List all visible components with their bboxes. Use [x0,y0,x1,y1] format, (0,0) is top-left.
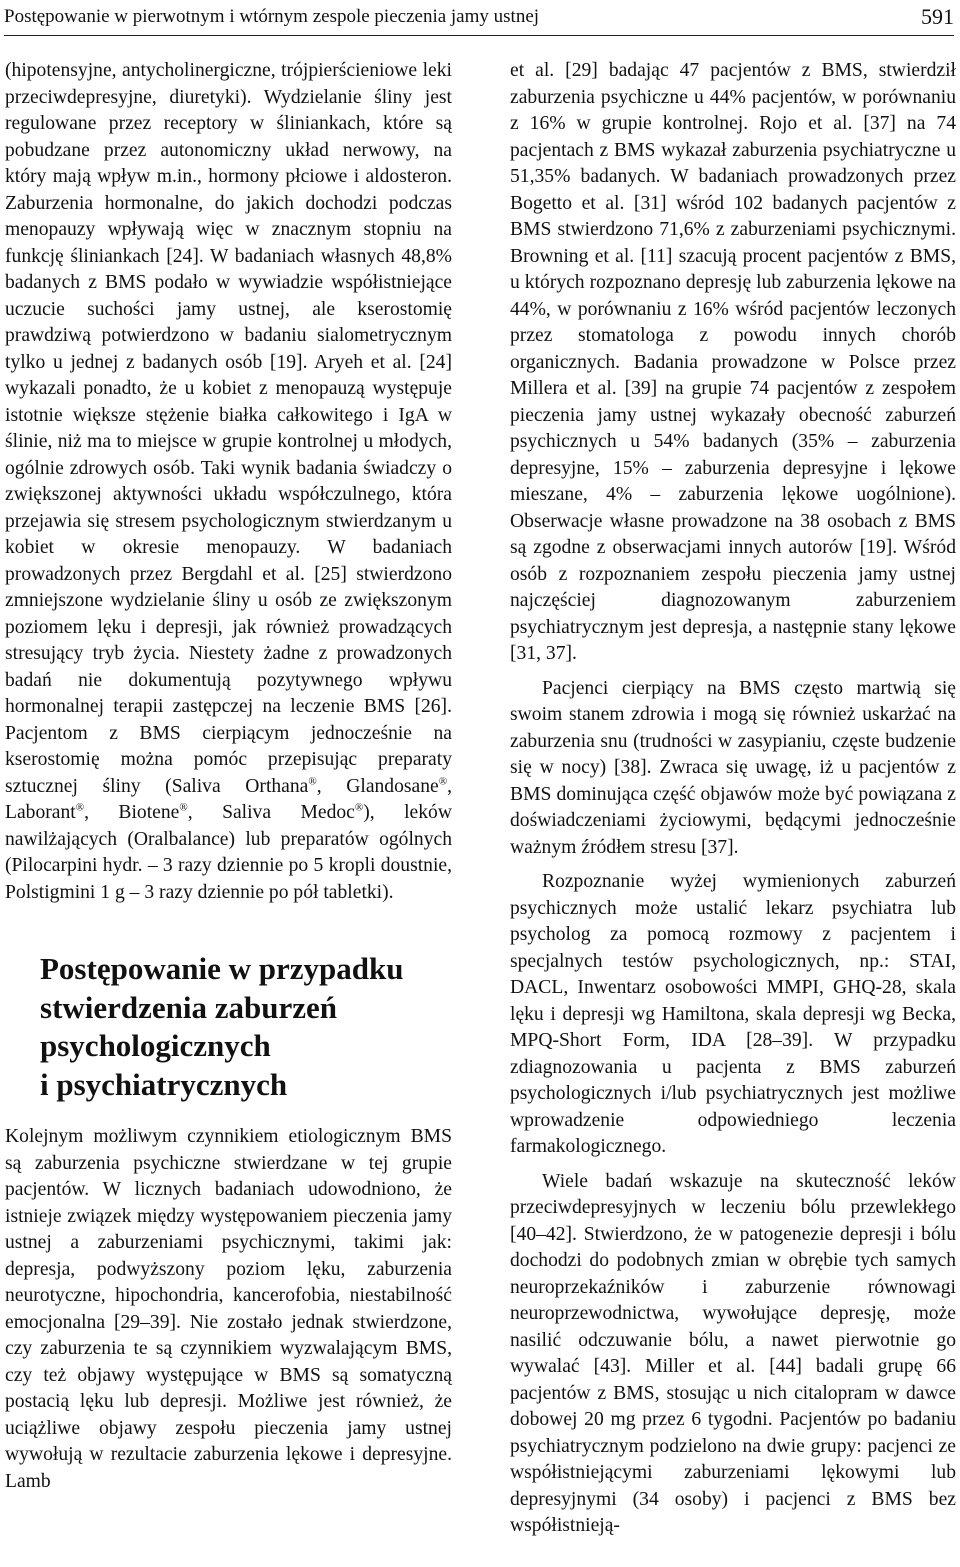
section-heading [40,950,452,1104]
running-head [4,0,954,40]
product-name: , Glandosane [316,775,439,797]
product-name: , Laborant [5,775,452,823]
registered-mark: ® [438,774,448,787]
registered-mark: ® [308,774,317,787]
registered-mark: ® [179,801,188,814]
running-head-title: Postępowanie w pierwotnym i wtórnym zespole pieczenia jamy ustnej [4,6,540,27]
registered-mark: ® [354,801,364,814]
heading-line: i psychiatrycznych [40,1066,288,1102]
body-paragraph: Kolejnym możliwym czynnikiem etiologicznym BMS są zaburzenia psychiczne stwierdzane w tej grupie pacjentów. W licznych badaniach udowodniono, że istnieje związek między występowaniem pieczenia jamy ustnej a zaburzeniami psychicznymi, takimi jak: depresja, podwyższony poziom lęku, zaburzenia neurotyczne, hipochondria, kancerofobia, niestabilność emocjonalna [29–39]. Nie zostało jednak stwierdzone, czy zaburzenia te są czynnikiem wyzwalającym BMS, czy też objawy występujące w BMS są somatyczną postacią lęku lub depresji. Możliwe jest również, że uciążliwe objawy zespołu pieczenia jamy ustnej wywołują w rezultacie zaburzenia lękowe i depresyjne. Lamb [5,1126,452,1492]
product-name: , Biotene [84,802,180,823]
body-paragraph: et al. [29] badając 47 pacjentów z BMS, stwierdził zaburzenia psychiczne u 44% pacjentów, w porównaniu z 16% w grupie kontrolnej. Rojo et al. [37] na 74 pacjentach z BMS wykazał zaburzenia psychiatryczne u 51,35% badanych. W badaniach prowadzonych przez Bogetto et al. [31] wśród 102 badanych pacjentów z BMS stwierdzono 71,6% z zaburzeniami psychicznymi. Browning et al. [11] szacują procent pacjentów z BMS, u których rozpoznano depresję lub zaburzenia lękowe na 44%, w porównaniu z 16% wśród pacjentów leczonych przez stomatologa z powodu innych chorób organicznych. Badania prowadzone w Polsce przez Millera et al. [39] na grupie 74 pacjentów z zespołem pieczenia jamy ustnej wykazały obecność zaburzeń psychicznych u 54% badanych (35% – zaburzenia depresyjne, 15% – zaburzenia depresyjne i lękowe mieszane, 4% – zaburzenia lękowe uogólnione). Obserwacje własne prowadzone na 38 osobach z BMS są zgodne z obserwacjami innych autorów [19]. Wśród osób z rozpoznaniem zespołu pieczenia jamy ustnej najczęściej diagnozowanym zaburzeniem psychiatrycznym jest depresja, a następnie stany lękowe [31, 37]. [510,60,956,664]
heading-line: Postępowanie w przypadku [40,951,404,986]
right-column [510,58,956,1540]
body-paragraph: Wiele badań wskazuje na skuteczność leków przeciwdepresyjnych w leczeniu bólu przewlekłego [40–42]. Stwierdzono, że w patogenezie depresji i bólu dochodzi do podobnych zmian w obrębie tych samych neuroprzekaźników i zaburzenie równowagi neuroprzewodnictwa, wywołujące depresję, może nasilić odczuwanie bólu, a nawet pierwotnie go wywalać [43]. Miller et al. [44] badali grupę 66 pacjentów z BMS, stosując u nich citalopram w dawce dobowej 20 mg przez 6 tygodni. Pacjentów po badaniu psychiatrycznym podzielono na dwie grupy: pacjenci ze współistniejącymi zaburzeniami lękowymi lub depresyjnymi (34 osoby) i pacjenci z BMS bez współistnieją- [510,1170,956,1536]
product-name: , Saliva Medoc [187,802,355,823]
body-paragraph: Pacjenci cierpiący na BMS często martwią się swoim stanem zdrowia i mogą się również uskarżać na zaburzenia snu (trudności w zasypianiu, częste budzenie się w nocy) [38]. Zwraca się uwagę, iż u pacjentów z BMS dominująca część objawów może być powiązana z doświadczeniami życiowymi, będącymi jednocześnie ważnym źródłem stresu [37]. [510,677,956,858]
left-column [5,58,452,1495]
header-rule [4,35,954,36]
body-paragraph: Rozpoznanie wyżej wymienionych zaburzeń psychicznych może ustalić lekarz psychiatra lub psycholog za pomocą rozmowy z pacjentem i specjalnych testów psychologicznych, np.: STAI, DACL, Inwentarz osobowości MMPI, GHQ-28, skala lęku i depresji wg Hamiltona, skala depresji wg Becka, MPQ-Short Form, IDA [28–39]. W przypadku zdiagnozowania u pacjenta z BMS zaburzeń psychologicznych i/lub psychiatrycznych jest możliwe wprowadzenie odpowiedniego leczenia farmakologicznego. [510,871,956,1157]
paragraph-text: (hipotensyjne, antycholinergiczne, trójpierścieniowe leki przeciwdepresyjne, diuretyki). Wydzielanie śliny jest regulowane przez receptory w śliniankach, które są pobudzane przez autonomiczny układ nerwowy, na który mają wpływ m.in., hormony płciowe i aldosteron. Zaburzenia hormonalne, do jakich dochodzi podczas menopauzy wpływają więc w znacznym stopniu na funkcję śliniankach [24]. W badaniach własnych 48,8% badanych z BMS podało w wywiadzie współistniejące uczucie suchości jamy ustnej, ale kserostomię prawdziwą potwierdzono w badaniu sialometrycznym tylko u jednej z badanych osób [19]. Aryeh et al. [24] wykazali ponadto, że u kobiet z menopauzą występuje istotnie większe stężenie białka całkowitego i IgA w ślinie, niż ma to miejsce w grupie kontrolnej u młodych, ogólnie zdrowych osób. Taki wynik badania świadczy o zwiększonej aktywności układu współczulnego, która przejawia się stresem psychologicznym stwierdzanym u kobiet w okresie menopauzy. W badaniach prowadzonych przez Bergdahl et al. [25] stwierdzono zmniejszone wydzielanie śliny u osób ze zwiększonym poziomem lęku i depresji, jak również prowadzących stresujący tryb życia. Niestety żadne z prowadzonych badań nie dokumentują pozytywnego wpływu hormonalnej terapii zastępczej na leczenie BMS [26]. Pacjentom z BMS cierpiącym jednocześnie na kserostomię można pomóc przepisując preparaty sztucznej śliny (Saliva Orthana [5,60,452,797]
registered-mark: ® [75,801,85,814]
paragraph-text: ), leków nawilżających (Oralbalance) lub preparatów ogólnych (Pilocarpini hydr. – 3 razy dziennie po 5 kropli doustnie, Polstigmini 1 g – 3 razy dziennie po pół tabletki). [5,802,452,903]
page-number: 591 [921,4,954,29]
body-paragraph [5,58,452,906]
heading-line: psychologicznych [40,1028,271,1063]
heading-line: stwierdzenia zaburzeń [40,989,338,1025]
